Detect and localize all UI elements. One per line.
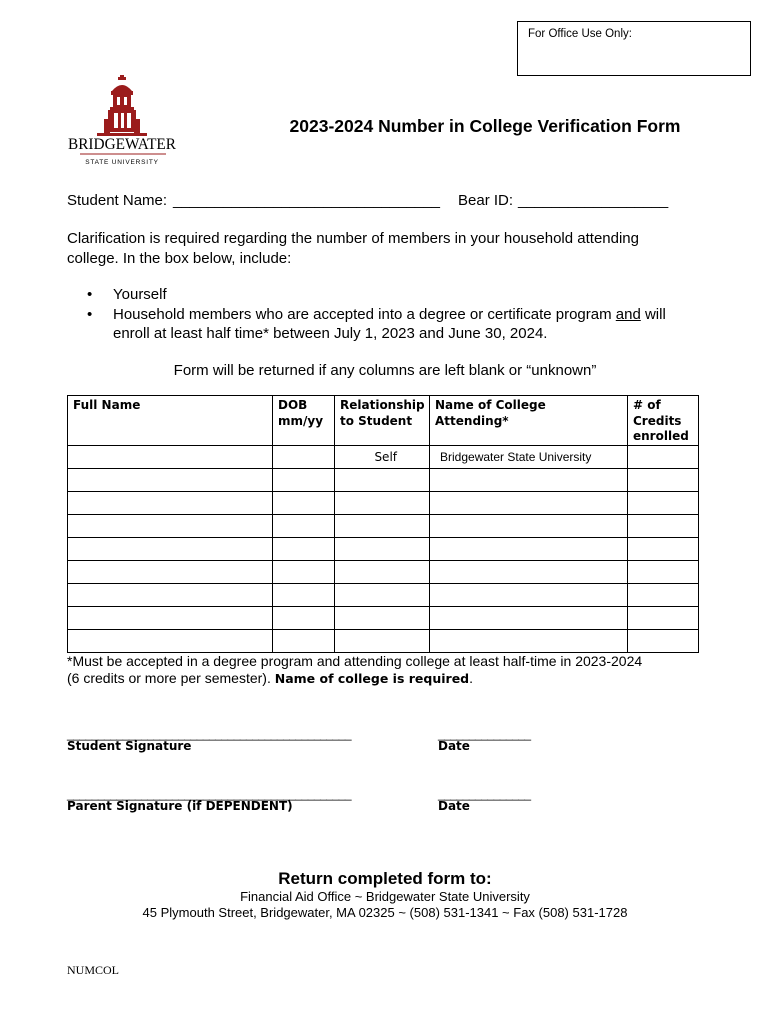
student-date-field[interactable]: _______________ xyxy=(438,727,531,741)
cell-dob[interactable] xyxy=(273,514,335,537)
instructions-text: Clarification is required regarding the number of members in your household attending college. In the box below, include: xyxy=(67,230,639,267)
office-use-label: For Office Use Only: xyxy=(528,28,632,40)
parent-signature-field[interactable]: ______________________________________________ xyxy=(67,787,351,801)
student-date-label: Date xyxy=(438,739,470,753)
cell-dob[interactable] xyxy=(273,491,335,514)
table-row xyxy=(68,629,699,652)
cell-credits[interactable] xyxy=(628,468,699,491)
cell-credits[interactable] xyxy=(628,560,699,583)
cell-credits[interactable] xyxy=(628,537,699,560)
cell-relationship[interactable] xyxy=(335,583,430,606)
cell-credits[interactable] xyxy=(628,491,699,514)
cell-college[interactable] xyxy=(430,468,628,491)
footnote-period: . xyxy=(469,670,474,686)
cell-relationship[interactable]: Self xyxy=(335,445,430,468)
cell-full-name[interactable] xyxy=(68,491,273,514)
blank-columns-notice: Form will be returned if any columns are left blank or “unknown” xyxy=(173,362,597,379)
cell-dob[interactable] xyxy=(273,629,335,652)
table-row xyxy=(68,445,699,468)
student-name-label: Student Name: xyxy=(67,192,168,209)
cell-college[interactable] xyxy=(430,491,628,514)
student-name-field[interactable]: ________________________________ xyxy=(173,192,440,209)
instructions-list xyxy=(87,285,687,344)
office-use-box xyxy=(517,21,751,76)
cell-full-name[interactable] xyxy=(68,560,273,583)
return-office: Financial Aid Office ~ Bridgewater State University xyxy=(240,889,530,904)
cell-dob[interactable] xyxy=(273,583,335,606)
cell-full-name[interactable] xyxy=(68,445,273,468)
cell-dob[interactable] xyxy=(273,606,335,629)
table-row xyxy=(68,514,699,537)
cell-relationship[interactable] xyxy=(335,629,430,652)
header-dob: DOB mm/yy xyxy=(273,396,335,446)
table-row xyxy=(68,606,699,629)
cell-credits[interactable] xyxy=(628,514,699,537)
cell-college[interactable] xyxy=(430,629,628,652)
form-title: 2023-2024 Number in College Verification Form xyxy=(289,116,681,136)
table-row xyxy=(68,491,699,514)
cell-college[interactable] xyxy=(430,583,628,606)
bridgewater-logo xyxy=(66,75,178,167)
parent-date-field[interactable]: _______________ xyxy=(438,787,531,801)
cell-relationship[interactable] xyxy=(335,468,430,491)
cell-full-name[interactable] xyxy=(68,514,273,537)
header-college: Name of College Attending* xyxy=(430,396,628,446)
table-header-row xyxy=(68,396,699,446)
footnote-required: Name of college is required xyxy=(274,671,470,686)
footnote-line1: *Must be accepted in a degree program and attending college at least half-time in 2023-2024 xyxy=(67,653,643,669)
footnote xyxy=(67,653,707,687)
table-row xyxy=(68,583,699,606)
table-row xyxy=(68,560,699,583)
header-relationship: Relationship to Student xyxy=(335,396,430,446)
table-body xyxy=(68,445,699,652)
bullet-household-and: and xyxy=(615,305,641,323)
form-code: NUMCOL xyxy=(67,963,120,977)
cell-relationship[interactable] xyxy=(335,537,430,560)
cell-dob[interactable] xyxy=(273,468,335,491)
list-item xyxy=(87,285,687,305)
cell-college[interactable] xyxy=(430,560,628,583)
cell-relationship[interactable] xyxy=(335,514,430,537)
header-credits: # of Credits enrolled xyxy=(628,396,699,446)
logo-name-text: BRIDGEWATER xyxy=(68,136,177,153)
cell-credits[interactable] xyxy=(628,445,699,468)
cell-college[interactable]: Bridgewater State University xyxy=(430,445,628,468)
cell-relationship[interactable] xyxy=(335,560,430,583)
cell-full-name[interactable] xyxy=(68,468,273,491)
cell-full-name[interactable] xyxy=(68,537,273,560)
parent-signature-label: Parent Signature (if DEPENDENT) xyxy=(67,799,293,813)
bullet-household-a: Household members who are accepted into a degree or certificate program xyxy=(113,305,616,323)
cell-credits[interactable] xyxy=(628,606,699,629)
return-address: 45 Plymouth Street, Bridgewater, MA 02325 ~ (508) 531-1341 ~ Fax (508) 531-1728 xyxy=(142,905,628,920)
cell-dob[interactable] xyxy=(273,445,335,468)
logo-subname-text: STATE UNIVERSITY xyxy=(85,159,159,166)
table-row xyxy=(68,468,699,491)
bear-id-field[interactable]: __________________ xyxy=(518,192,669,209)
cell-full-name[interactable] xyxy=(68,583,273,606)
cell-dob[interactable] xyxy=(273,560,335,583)
student-signature-field[interactable]: ______________________________________________ xyxy=(67,727,351,741)
household-table xyxy=(67,395,699,653)
table-row xyxy=(68,537,699,560)
student-signature-label: Student Signature xyxy=(67,739,192,753)
cell-college[interactable] xyxy=(430,537,628,560)
cell-relationship[interactable] xyxy=(335,491,430,514)
bullet-household-b: will enroll at least half time* between July 1, 2023 and June 30, 2024. xyxy=(113,305,666,342)
bell-tower-logo-icon xyxy=(66,75,178,167)
return-heading: Return completed form to: xyxy=(278,869,492,888)
cell-credits[interactable] xyxy=(628,629,699,652)
cell-credits[interactable] xyxy=(628,583,699,606)
bullet-yourself: Yourself xyxy=(113,286,167,303)
cell-college[interactable] xyxy=(430,606,628,629)
bear-id-label: Bear ID: xyxy=(458,192,514,209)
cell-relationship[interactable] xyxy=(335,606,430,629)
parent-date-label: Date xyxy=(438,799,470,813)
cell-full-name[interactable] xyxy=(68,606,273,629)
header-full-name: Full Name xyxy=(68,396,273,446)
cell-full-name[interactable] xyxy=(68,629,273,652)
cell-college[interactable] xyxy=(430,514,628,537)
list-item xyxy=(87,305,687,344)
footnote-credits: (6 credits or more per semester). xyxy=(67,670,271,686)
cell-dob[interactable] xyxy=(273,537,335,560)
footnote-line2 xyxy=(67,670,707,687)
